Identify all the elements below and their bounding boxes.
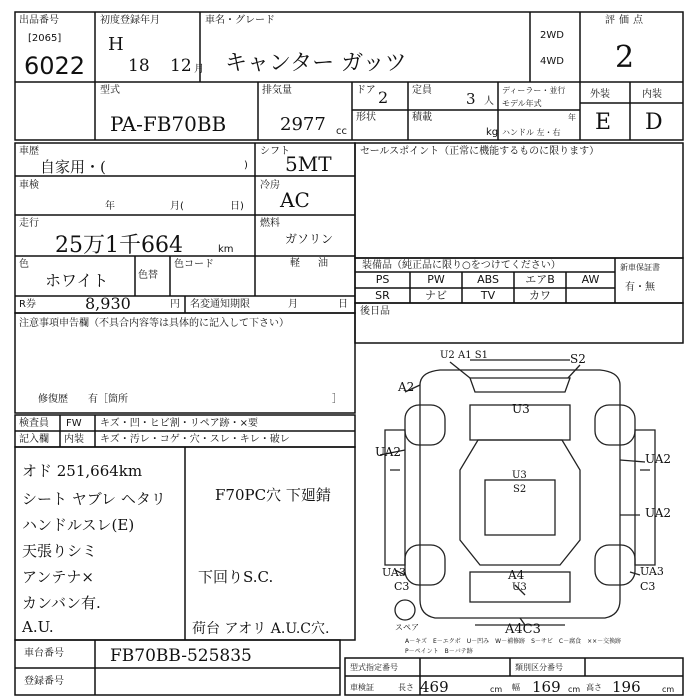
warranty-value: 有・無	[625, 282, 655, 293]
recycle-value: 8,930	[85, 294, 131, 313]
recorder-label: 記入欄	[19, 434, 49, 445]
equip-leather: カワ	[529, 289, 551, 302]
color-swap-label: 色替	[138, 270, 158, 281]
note-handle: ハンドルスレ(E)	[22, 516, 135, 534]
exterior-grade: E	[595, 110, 612, 135]
mark-left-door: UA2	[375, 445, 402, 459]
registration-era: H	[108, 34, 124, 55]
color-label: 色	[19, 259, 29, 270]
door-label: ドア	[356, 85, 376, 96]
width-value: 169	[532, 678, 561, 696]
mileage-label: 走行	[19, 218, 39, 229]
shaken-month: 月(	[170, 201, 184, 212]
registration-label: 初度登録年月	[100, 15, 160, 26]
mark-right-side: UA2	[645, 506, 672, 520]
history-close: )	[244, 160, 248, 171]
warranty-label: 新車保証書	[620, 263, 660, 272]
mark-tailgate: A4C3	[505, 622, 541, 637]
color-value: ホワイト	[45, 271, 109, 290]
lot-small: [2065]	[28, 33, 62, 44]
shaken-year: 年	[105, 201, 115, 212]
door-value: 2	[378, 88, 389, 107]
score-value: 2	[615, 40, 635, 75]
note-right-1: F70PC穴 下廻錆	[215, 486, 331, 504]
model-code-label: 型式	[100, 85, 120, 96]
recycle-unit: 円	[170, 299, 180, 310]
length-unit: cm	[490, 685, 503, 694]
mark-rear-right-2: C3	[640, 580, 656, 593]
deadline-label: 名変通知期限	[190, 299, 250, 310]
spare-label: スペア	[395, 623, 419, 632]
note-au: A.U.	[22, 618, 54, 636]
equip-abs: ABS	[477, 273, 499, 286]
width-label: 幅	[512, 683, 520, 692]
dealer-label: ディーラー・並行	[502, 86, 566, 95]
mark-rear-1: A4	[508, 568, 525, 582]
note-right-2: 下回りS.C.	[198, 568, 274, 586]
width-unit: cm	[568, 685, 581, 694]
engine-value: 2977	[280, 114, 326, 135]
load-unit: kg	[486, 127, 499, 138]
class-label: 類別区分番号	[515, 663, 563, 672]
note-right-3: 荷台 アオリ A.U.C穴.	[192, 621, 330, 637]
interior-label: 内装	[642, 89, 662, 100]
chassis-label: 車台番号	[24, 648, 64, 659]
fuel-light: 軽	[290, 258, 300, 269]
note-antenna: アンテナ×	[22, 568, 94, 586]
fuel-label: 燃料	[260, 218, 280, 229]
ac-value: AC	[280, 188, 310, 212]
load-label: 積載	[412, 112, 432, 123]
model-value: キャンター ガッツ	[225, 51, 407, 76]
equip-airbag: エアB	[525, 273, 555, 286]
mark-rear-left-1: UA3	[382, 566, 406, 579]
registration-year: 18	[128, 56, 150, 76]
shaken-label: 車検	[19, 180, 39, 191]
length-label: 長さ	[398, 683, 414, 692]
interior-grade: D	[645, 110, 663, 135]
lot-label: 出品番号	[19, 15, 59, 26]
plate-label: 登録番号	[24, 676, 64, 687]
fuel-value: ガソリン	[285, 232, 334, 246]
year-unit: 年	[568, 113, 576, 122]
mark-front-1: U2 A1 S1	[440, 350, 488, 361]
model-label: 車名・グレード	[205, 15, 275, 26]
fuel-diesel: 油	[318, 258, 328, 269]
type-cert-label: 型式指定番号	[350, 663, 398, 672]
inspector-label: 検査員	[19, 418, 49, 429]
deadline-day: 日	[338, 299, 348, 310]
mark-bed-1: U3	[512, 470, 527, 481]
equip-tv: TV	[480, 289, 496, 302]
engine-unit: cc	[336, 126, 347, 137]
legend-1: A－キズ E－エクボ U－凹み W－補修跡 S－サビ C－腐食 ××－交換跡	[405, 638, 622, 645]
mark-roof: U3	[512, 402, 530, 416]
mark-rear-left-2: C3	[394, 580, 410, 593]
chassis-value: FB70BB-525835	[110, 646, 252, 666]
shaken-day: 日)	[230, 201, 244, 212]
fw-label: FW	[66, 418, 82, 429]
length-value: 469	[420, 678, 449, 696]
drive-2wd: 2WD	[540, 30, 564, 41]
fw-items: キズ・凹・ヒビ割・リペア跡・×要	[100, 418, 258, 429]
interior-row-label: 内装	[64, 434, 84, 445]
sales-label: セールスポイント（正常に機能するものに限ります）	[360, 146, 600, 157]
mark-bed-2: S2	[513, 484, 527, 495]
shift-value: 5MT	[285, 152, 332, 176]
engine-label: 排気量	[262, 85, 292, 96]
capacity-unit: 人	[484, 96, 494, 107]
registration-month: 12	[170, 56, 192, 76]
capacity-label: 定員	[412, 85, 432, 96]
lot-number: 6022	[24, 52, 86, 80]
mark-rear-2: U3	[512, 582, 527, 593]
interior-items: キズ・汚レ・コゲ・穴・スレ・キレ・破レ	[100, 434, 290, 445]
month-unit: 月	[194, 64, 204, 75]
equip-label: 装備品（純正品に限り○をつけてください）	[362, 260, 561, 271]
history-value: 自家用・(	[40, 158, 106, 176]
height-label: 高さ	[586, 683, 602, 692]
height-unit: cm	[662, 685, 675, 694]
capacity-value: 3	[466, 90, 476, 108]
mark-right-door: UA2	[645, 452, 672, 466]
drive-4wd: 4WD	[540, 56, 564, 67]
rear-label: 後日品	[360, 306, 390, 317]
mark-front-2: S2	[570, 352, 586, 366]
shape-label: 形状	[356, 112, 376, 123]
exterior-label: 外装	[590, 89, 610, 100]
model-year-label: モデル年式	[502, 99, 542, 108]
note-seat: シート ヤブレ ヘタリ	[22, 490, 166, 508]
recycle-label: R券	[19, 299, 36, 310]
repair-label: 修復歴 有［箇所	[38, 394, 128, 405]
color-code-label: 色コード	[174, 259, 214, 270]
note-roof: 天張りシミ	[22, 542, 98, 560]
mileage-unit: km	[218, 244, 234, 255]
mileage-value: 25万1千664	[55, 233, 183, 258]
history-label: 車歴	[19, 146, 39, 157]
equip-pw: PW	[427, 273, 445, 286]
height-value: 196	[612, 678, 641, 696]
repair-close: ］	[332, 394, 342, 405]
equip-navi: ナビ	[425, 289, 447, 302]
shift-label: シフト	[260, 146, 290, 157]
score-label: 評価点	[605, 15, 647, 26]
notes-label: 注意事項申告欄（不具合内容等は具体的に記入して下さい）	[19, 318, 289, 329]
equip-aw: AW	[581, 273, 600, 286]
mark-rear-right-1: UA3	[640, 565, 664, 578]
car-cert-label: 車検証	[350, 683, 374, 692]
model-code-value: PA-FB70BB	[110, 112, 227, 136]
deadline-month: 月	[288, 299, 298, 310]
legend-2: P－ペイント B－バテ跡	[405, 648, 473, 655]
ac-label: 冷房	[260, 180, 280, 191]
note-odometer: オド 251,664km	[22, 462, 143, 480]
mark-left-top: A2	[398, 380, 415, 394]
equip-sr: SR	[375, 289, 390, 302]
handle-label: ハンドル 左・右	[502, 128, 561, 137]
equip-ps: PS	[375, 273, 390, 286]
note-sign: カンバン有.	[22, 594, 101, 612]
